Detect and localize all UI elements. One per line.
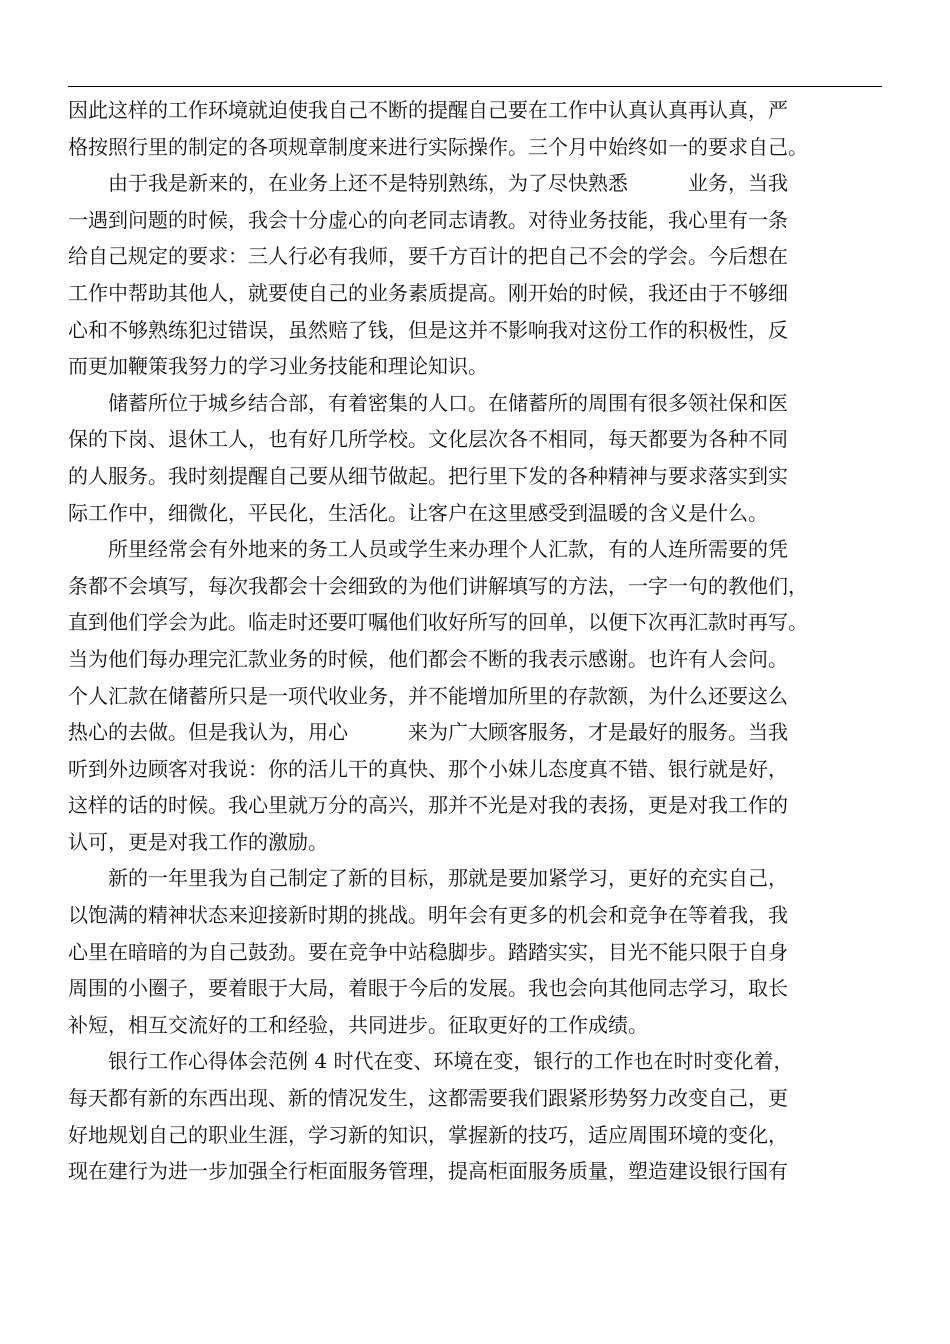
text-line: 热心的去做。但是我认为，用心 来为广大顾客服务，才是最好的服务。当我	[68, 720, 788, 745]
text-line: 而更加鞭策我努力的学习业务技能和理论知识。	[68, 354, 488, 379]
paragraph	[68, 92, 888, 165]
text-line: 以饱满的精神状态来迎接新时期的挑战。明年会有更多的机会和竞争在等着我，我	[68, 903, 788, 928]
text-line: 因此这样的工作环境就迫使我自己不断的提醒自己要在工作中认真认真再认真，严	[68, 98, 788, 122]
text-line: 好地规划自己的职业生涯，学习新的知识，掌握新的技巧，适应周围环境的变化，	[68, 1122, 788, 1147]
text-line: 补短，相互交流好的工和经验，共同进步。征取更好的工作成绩。	[68, 1012, 648, 1037]
text-line: 的人服务。我时刻提醒自己要从细节做起。把行里下发的各种精神与要求落实到实	[68, 463, 788, 488]
paragraph	[68, 165, 888, 385]
paragraph	[68, 385, 888, 531]
text-line: 认可，更是对我工作的激励。	[68, 829, 328, 854]
paragraph	[68, 531, 888, 860]
text-line: 银行工作心得体会范例 4 时代在变、环境在变，银行的工作也在时时变化着，	[108, 1049, 794, 1074]
document-body	[68, 92, 888, 1190]
text-line: 周围的小圈子，要着眼于大局，着眼于今后的发展。我也会向其他同志学习，取长	[68, 976, 788, 1001]
text-line: 所里经常会有外地来的务工人员或学生来办理个人汇款，有的人连所需要的凭	[108, 537, 788, 562]
text-line: 直到他们学会为此。临走时还要叮嘱他们收好所写的回单，以便下次再汇款时再写。	[68, 610, 808, 635]
header-rule	[68, 86, 882, 87]
text-line: 个人汇款在储蓄所只是一项代收业务，并不能增加所里的存款额，为什么还要这么	[68, 683, 788, 708]
text-line: 新的一年里我为自己制定了新的目标，那就是要加紧学习，更好的充实自己，	[108, 866, 788, 891]
text-line: 现在建行为进一步加强全行柜面服务管理，提高柜面服务质量，塑造建设银行国有	[68, 1159, 788, 1184]
text-line: 储蓄所位于城乡结合部，有着密集的人口。在储蓄所的周围有很多领社保和医	[108, 390, 788, 415]
text-line: 每天都有新的东西出现、新的情况发生，这都需要我们跟紧形势努力改变自己，更	[68, 1086, 788, 1111]
text-line: 这样的话的时候。我心里就万分的高兴，那并不光是对我的表扬，更是对我工作的	[68, 793, 788, 818]
text-line: 心里在暗暗的为自己鼓劲。要在竞争中站稳脚步。踏踏实实，目光不能只限于自身	[68, 939, 788, 964]
text-line: 给自己规定的要求：三人行必有我师，要千方百计的把自己不会的学会。今后想在	[68, 244, 788, 269]
text-line: 一遇到问题的时候，我会十分虚心的向老同志请教。对待业务技能，我心里有一条	[68, 207, 788, 232]
text-line: 由于我是新来的，在业务上还不是特别熟练，为了尽快熟悉 业务，当我	[108, 171, 788, 196]
text-line: 格按照行里的制定的各项规章制度来进行实际操作。三个月中始终如一的要求自己。	[68, 134, 808, 159]
paragraph	[68, 1043, 888, 1189]
text-line: 保的下岗、退休工人，也有好几所学校。文化层次各不相同，每天都要为各种不同	[68, 427, 788, 452]
text-line: 工作中帮助其他人，就要使自己的业务素质提高。刚开始的时候，我还由于不够细	[68, 280, 788, 305]
text-line: 听到外边顾客对我说：你的活儿干的真快、那个小妹儿态度真不错、银行就是好，	[68, 756, 788, 781]
paragraph	[68, 860, 888, 1043]
text-line: 心和不够熟练犯过错误，虽然赔了钱，但是这并不影响我对这份工作的积极性，反	[68, 317, 788, 342]
text-line: 条都不会填写，每次我都会十会细致的为他们讲解填写的方法，一字一句的教他们，	[68, 573, 808, 598]
text-line: 际工作中，细微化，平民化，生活化。让客户在这里感受到温暖的含义是什么。	[68, 500, 768, 525]
text-line: 当为他们每办理完汇款业务的时候，他们都会不断的我表示感谢。也许有人会问。	[68, 646, 788, 671]
